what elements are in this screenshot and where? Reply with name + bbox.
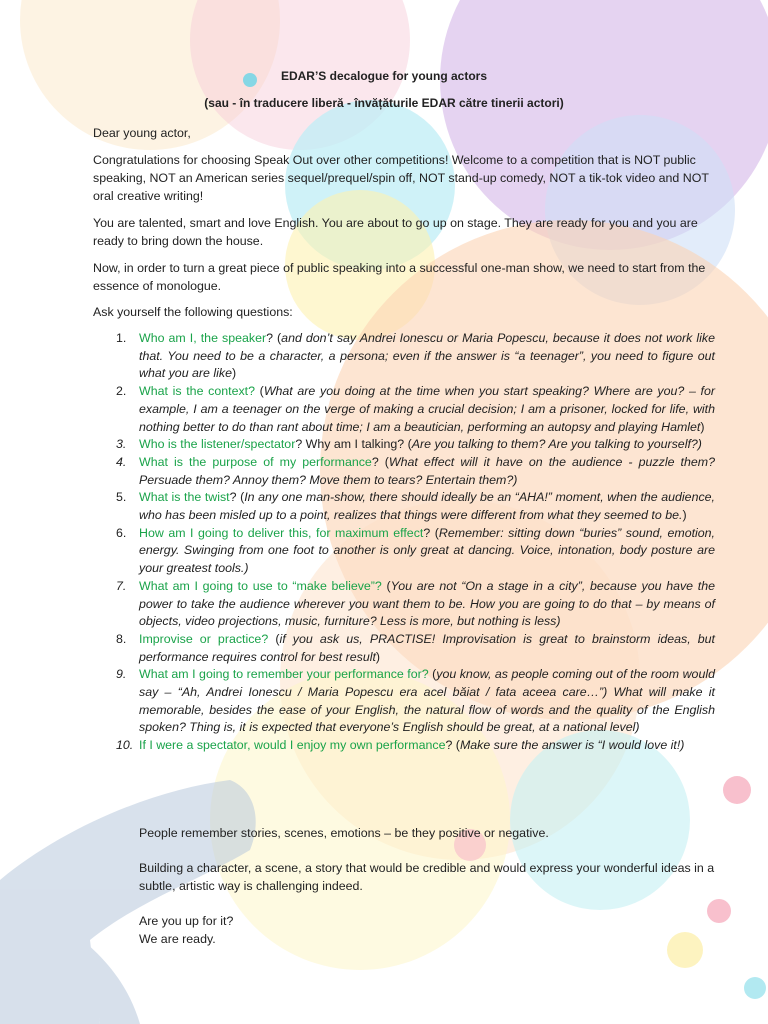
list-number: 6. <box>116 525 127 540</box>
question-separator: ? ( <box>445 738 460 753</box>
salutation: Dear young actor, <box>93 126 191 140</box>
question-note: if you ask us, PRACTISE! Improvisation is great to brainstorm ideas, but performance requires control for best result <box>139 631 715 664</box>
list-item <box>93 383 715 436</box>
list-item <box>93 489 715 524</box>
question-separator: ? ( <box>423 525 439 540</box>
list-item <box>93 737 715 755</box>
question-separator: ? ( <box>371 454 389 469</box>
question-note: Make sure the answer is “I would love it!) <box>459 738 685 753</box>
question-note: Are you talking to them? Are you talking to yourself?) <box>411 437 702 452</box>
question-separator: ( <box>255 384 264 399</box>
question-note: What effect will it have on the audience - puzzle them? Persuade them? Annoy them? Move them to tears? Entertain them?) <box>139 454 715 487</box>
question-text: What is the twist <box>139 490 230 505</box>
list-number: 5. <box>116 490 127 505</box>
question-note: You are not “On a stage in a city”, because you have the power to take the audience wherever you want them to be. How you are going to do that – by means of objects, video projections, music, furniture? Less is more, but nothing is less) <box>139 578 715 629</box>
questions-list <box>93 330 715 755</box>
document-title: EDAR’S decalogue for young actors <box>280 69 488 83</box>
question-text: Improvise or practice? <box>139 631 269 646</box>
question-text: How am I going to deliver this, for maximum effect <box>139 525 424 540</box>
question-text: What is the purpose of my performance <box>139 454 372 469</box>
question-text: If I were a spectator, would I enjoy my own performance <box>139 738 446 753</box>
list-item <box>93 454 715 489</box>
question-text: What am I going to remember your performance for? <box>139 667 429 682</box>
question-end: ) <box>375 649 381 664</box>
paragraph-talented: You are talented, smart and love English. You are about to go up on stage. They are ready for you and you are ready to bring down the house. <box>93 216 698 248</box>
closing-remember: People remember stories, scenes, emotions – be they positive or negative. <box>139 826 549 840</box>
list-item <box>93 631 715 666</box>
question-note: and don’t say Andrei Ionescu or Maria Popescu, because it does not work like that. You need to be a character, a persona; even if the answer is “a teenager”, you need to figure out what you are like <box>139 331 715 381</box>
question-end: ) <box>700 419 705 434</box>
question-text: Who is the listener/spectator <box>139 437 296 452</box>
question-text: What am I going to use to “make believe”? <box>139 578 382 593</box>
closing-question: Are you up for it? <box>139 914 234 928</box>
document-subtitle: (sau - în traducere liberă - învățăturile EDAR către tinerii actori) <box>204 96 564 110</box>
question-text: What is the context? <box>139 384 255 399</box>
list-number: 3. <box>116 437 127 452</box>
closing-building: Building a character, a scene, a story that would be credible and would express your wonderful ideas in a subtle, artistic way is challenging indeed. <box>139 861 715 893</box>
list-item <box>93 330 715 383</box>
question-separator: ? ( <box>266 331 282 345</box>
question-separator: ( <box>268 631 280 646</box>
list-number: 9. <box>116 667 127 682</box>
question-end: ) <box>682 508 687 523</box>
question-separator: ? ( <box>229 490 245 505</box>
question-text: Who am I, the speaker <box>139 331 267 345</box>
list-number: 7. <box>116 578 127 593</box>
question-separator: ( <box>381 578 391 593</box>
list-item <box>93 666 715 737</box>
paragraph-intro: Congratulations for choosing Speak Out over other competitions! Welcome to a competition that is NOT public speaking, NOT an American series sequel/prequel/spin off, NOT stand-up comedy, NOT a tik-tok video and NOT oral creative writing! <box>93 153 709 203</box>
question-note: Remember: sitting down “buries” sound, emotion, energy. Swinging from one foot to another is only great at dancing. Voice, intonation, body posture are your greatest tools.) <box>139 525 716 576</box>
list-number: 1. <box>116 331 127 345</box>
question-note: What are you doing at the time when you start speaking? Where are you? – for example, I am a teenager on the verge of making a crucial decision; I am a prisoner, locked for life, with nothing better to do than rant about time; I am a beautician, performing an autopsy and playing Hamlet <box>139 384 715 434</box>
list-number: 10. <box>116 738 134 753</box>
closing-ready: We are ready. <box>139 932 216 946</box>
paragraph-ask: Ask yourself the following questions: <box>93 305 293 319</box>
question-separator: ( <box>428 667 437 682</box>
list-item <box>93 578 715 631</box>
list-item <box>93 436 715 454</box>
paragraph-monologue: Now, in order to turn a great piece of public speaking into a successful one-man show, we need to start from the essence of monologue. <box>93 261 706 293</box>
list-item <box>93 525 715 578</box>
question-end: ) <box>231 366 237 381</box>
question-note: In any one man-show, there should ideally be an “AHA!” moment, when the audience, who has been misled up to a point, realizes that things were different from what they seemed to be. <box>139 490 715 523</box>
list-number: 4. <box>116 454 127 469</box>
question-separator: ? Why am I talking? ( <box>295 437 412 452</box>
list-number: 2. <box>116 384 127 399</box>
question-note: you know, as people coming out of the room would say – “Ah, Andrei Ionescu / Maria Popescu era acel băiat / fata aceea care…”) What will make it memorable, besides the ease of your English, the natural flow of words and the quality of the English spoken? Thing is, it is expected that everyone’s English should be great, at a national level) <box>139 667 715 735</box>
list-number: 8. <box>116 631 127 646</box>
